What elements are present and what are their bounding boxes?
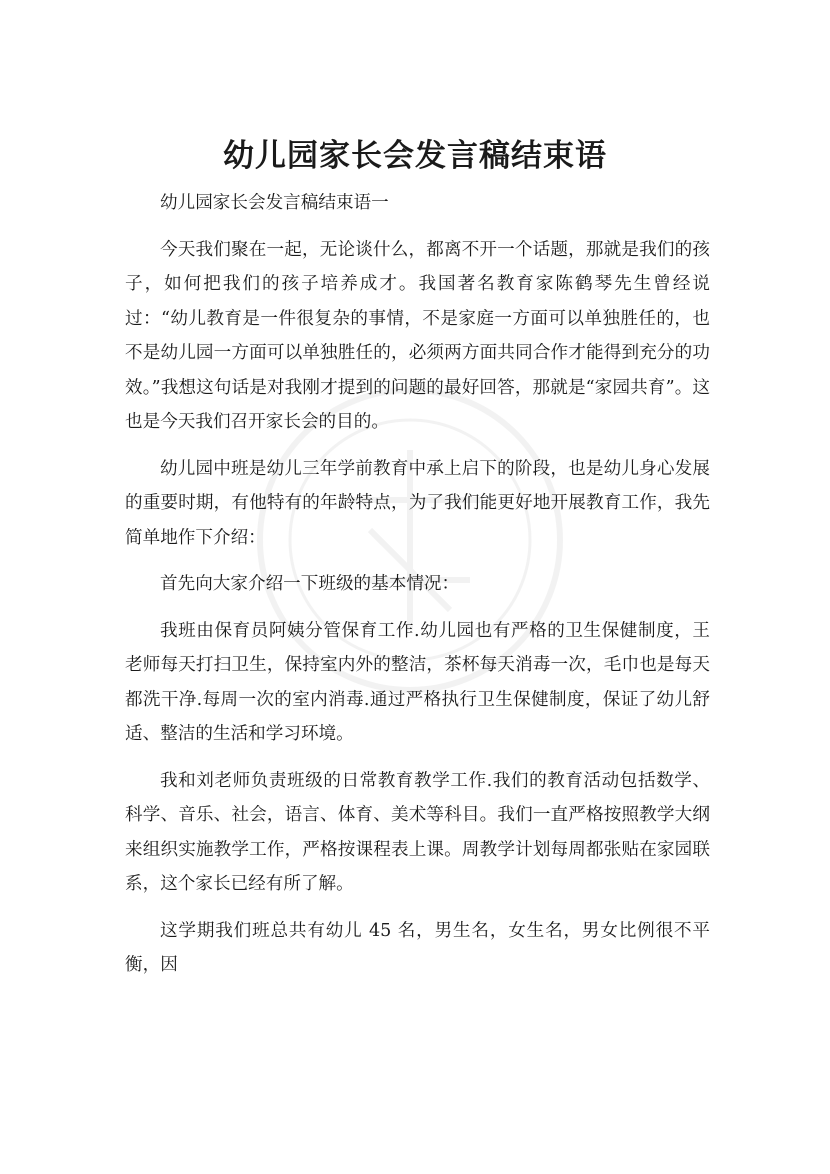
paragraph: 我班由保育员阿姨分管保育工作.幼儿园也有严格的卫生保健制度，王老师每天打扫卫生，保持室内外的整洁，茶杯每天消毒一次，毛巾也是每天都洗干净.每周一次的室内消毒.通过严格执行卫生保健制度，保证了幼儿舒适、整洁的生活和学习环境。: [125, 620, 710, 744]
section-heading: 幼儿园家长会发言稿结束语一: [160, 193, 389, 213]
paragraph: 今天我们聚在一起，无论谈什么，都离不开一个话题，那就是我们的孩子，如何把我们的孩子培养成才。我国著名教育家陈鹤琴先生曾经说过：“幼儿教育是一件很复杂的事情，不是家庭一方面可以单独胜任的，也不是幼儿园一方面可以单独胜任的，必须两方面共同合作才能得到充分的功效。”我想这句话是对我刚才提到的问题的最好回答，那就是“家园共育”。这也是今天我们召开家长会的目的。: [125, 239, 710, 432]
paragraph: 首先向大家介绍一下班级的基本情况：: [160, 574, 460, 594]
document-title: 幼儿园家长会发言稿结束语: [223, 137, 607, 174]
paragraph: 我和刘老师负责班级的日常教育教学工作.我们的教育活动包括数学、科学、音乐、社会，语言、体育、美术等科目。我们一直严格按照教学大纲来组织实施教学工作，严格按课程表上课。周教学计划每周都张贴在家园联系，这个家长已经有所了解。: [125, 770, 710, 894]
paragraph: 这学期我们班总共有幼儿 45 名，男生名，女生名，男女比例很不平衡，因: [125, 920, 710, 975]
document-body: [125, 186, 710, 995]
paragraph: 幼儿园中班是幼儿三年学前教育中承上启下的阶段，也是幼儿身心发展的重要时期，有他特有的年龄特点，为了我们能更好地开展教育工作，我先简单地作下介绍：: [125, 458, 710, 548]
